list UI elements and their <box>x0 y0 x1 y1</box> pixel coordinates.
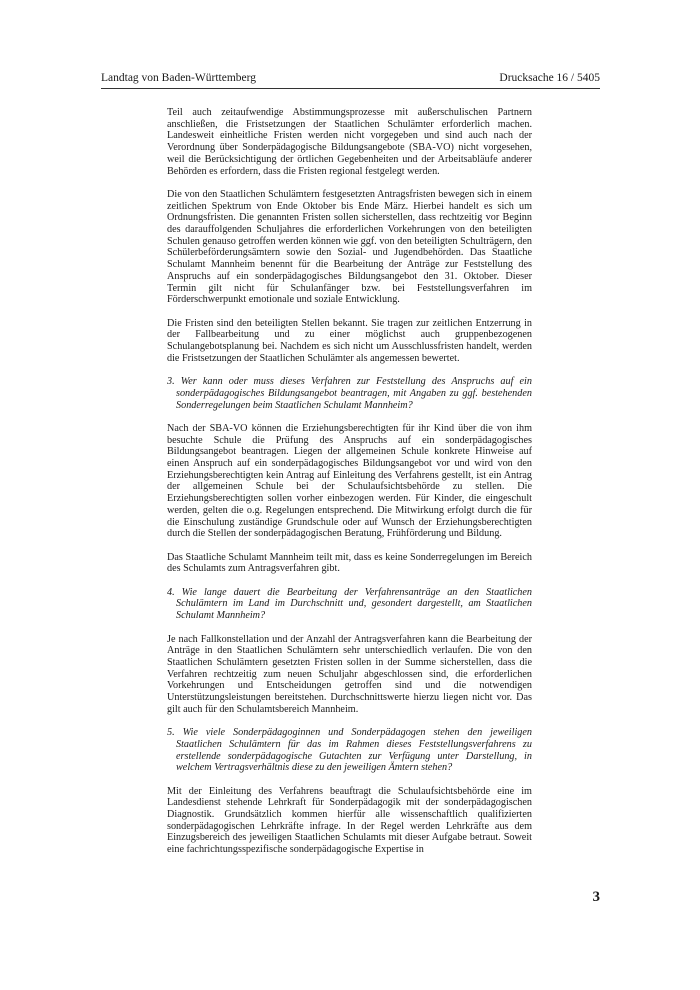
header-rule <box>101 88 600 89</box>
question-4: 4. Wie lange dauert die Bearbeitung der Verfahrensanträge an den Staatlichen Schulämtern im Land im Durchschnitt und, gesondert dargestellt, am Staatlichen Schulamt Mannheim? <box>167 586 532 622</box>
paragraph-antragsfristen: Die von den Staatlichen Schulämtern festgesetzten Antragsfristen bewegen sich in einem zeitlichen Spektrum von Ende Oktober bis Ende März. Hierbei handelt es sich um Ordnungsfristen. Die genannten Fristen sollen sicherstellen, dass rechtzeitig vor Beginn des darauffolgenden Schuljahres die erforderlichen Vorkehrungen von den beteiligten Schulen genauso getroffen werden können wie ggf. von den beteiligten Schulträgern, den Schülerbeförderungsämtern sowie den Sozial- und Jugendbehörden. Das Staatliche Schulamt Mannheim benennt für die Bearbeitung der Anträge zur Feststellung des Anspruchs auf ein sonderpädagogisches Bildungsangebot den 31. Oktober. Dieser Termin gilt nicht für Schulanfänger bzw. bei Feststellungsverfahren im Förderschwerpunkt emotionale und soziale Entwicklung. <box>167 188 532 306</box>
document-body <box>167 107 532 856</box>
page-number: 3 <box>592 889 600 905</box>
header-document-number: Drucksache 16 / 5405 <box>499 72 600 84</box>
paragraph-fristen-bekannt: Die Fristen sind den beteiligten Stellen bekannt. Sie tragen zur zeitlichen Entzerrung in der Fallbearbeitung und zu einer möglichst auch gruppenbezogenen Schulangebotsplanung bei. Nachdem es sich nicht um Ausschlussfristen handelt, werden die Fristsetzungen der Staatlichen Schulämter als angemessen bewertet. <box>167 317 532 364</box>
header-publisher: Landtag von Baden-Württemberg <box>101 72 256 84</box>
answer-5-paragraph: Mit der Einleitung des Verfahrens beauftragt die Schulaufsichtsbehörde eine im Landesdienst stehende Lehrkraft für Sonderpädagogik mit der sonderpädagogischen Diagnostik. Grundsätzlich kommen hierfür alle wissenschaftlich qualifizierten sonderpädagogischen Lehrkräfte infrage. In der Regel werden Lehrkräfte aus dem Einzugsbereich des jeweiligen Staatlichen Schulamts mit dieser Aufgabe betraut. Soweit eine fachrichtungsspezifische sonderpädagogische Expertise in <box>167 785 532 856</box>
question-3: 3. Wer kann oder muss dieses Verfahren zur Feststellung des Anspruchs auf ein sonderpädagogisches Bildungsangebot beantragen, mit Angaben zu ggf. bestehenden Sonderregelungen beim Staatlichen Schulamt Mannheim? <box>167 376 532 411</box>
answer-4-paragraph: Je nach Fallkonstellation und der Anzahl der Antragsverfahren kann die Bearbeitung der Anträge in den Staatlichen Schulämtern sehr unterschiedlich verlaufen. Die von den Staatlichen Schulämtern gesetzten Fristen sollen in der Summe sicherstellen, dass die Verfahren rechtzeitig zum neuen Schuljahr abgeschlossen sind, die erforderlichen Vorkehrungen und Entscheidungen getroffen sind und die notwendigen Unterstützungsleistungen bereitstehen. Durchschnittswerte hierzu liegen nicht vor. Das gilt auch für den Schulamtsbereich Mannheim. <box>167 633 532 715</box>
answer-3-paragraph: Nach der SBA-VO können die Erziehungsberechtigten für ihr Kind über die von ihm besuchte Schule die Prüfung des Anspruchs auf ein sonderpädagogisches Bildungsangebot beantragen. Liegen der allgemeinen Schule konkrete Hinweise auf einen Anspruch auf ein sonderpädagogisches Bildungsangebot vor und wird von den Erziehungsberechtigten kein Antrag auf Einleitung des Verfahrens gestellt, ist ein Antrag der allgemeinen Schule bei der Schulaufsichtsbehörde zu stellen. Die Erziehungsberechtigten sollen vorher einbezogen werden. Für Kinder, die eingeschult werden, gelten die o.g. Regelungen entsprechend. Die Mitwirkung erfolgt durch die für die Einschulung zuständige Grundschule oder auf Wunsch der Erziehungsberechtigten durch die Stellen der sonderpädagogischen Beratung, Frühförderung und Bildung. <box>167 422 532 540</box>
answer-3-mannheim: Das Staatliche Schulamt Mannheim teilt mit, dass es keine Sonderregelungen im Bereich des Schulamts zum Antragsverfahren gibt. <box>167 551 532 575</box>
question-5: 5. Wie viele Sonderpädagoginnen und Sonderpädagogen stehen den jeweiligen Staatlichen Schulämtern für das im Rahmen dieses Feststellungsverfahrens zu erstellende sonderpädagogische Gutachten zur Verfügung unter Darstellung, in welchem Vertragsverhältnis diese zu den jeweiligen Ämtern stehen? <box>167 727 532 774</box>
paragraph-fristen-intro: Teil auch zeitaufwendige Abstimmungsprozesse mit außerschulischen Partnern anschließen, die Fristsetzungen der Staatlichen Schulämter erforderlich machen. Landesweit einheitliche Fristen werden nicht vorgegeben und sind auch nach der Verordnung über Sonderpädagogische Bildungsangebote (SBA-VO) nicht vorgesehen, weil die Berücksichtigung der örtlichen Gegebenheiten und der Arbeitsabläufe anderer Behörden es erfordern, dass die Fristen regional festgelegt werden. <box>167 107 532 177</box>
page-header <box>101 70 600 86</box>
